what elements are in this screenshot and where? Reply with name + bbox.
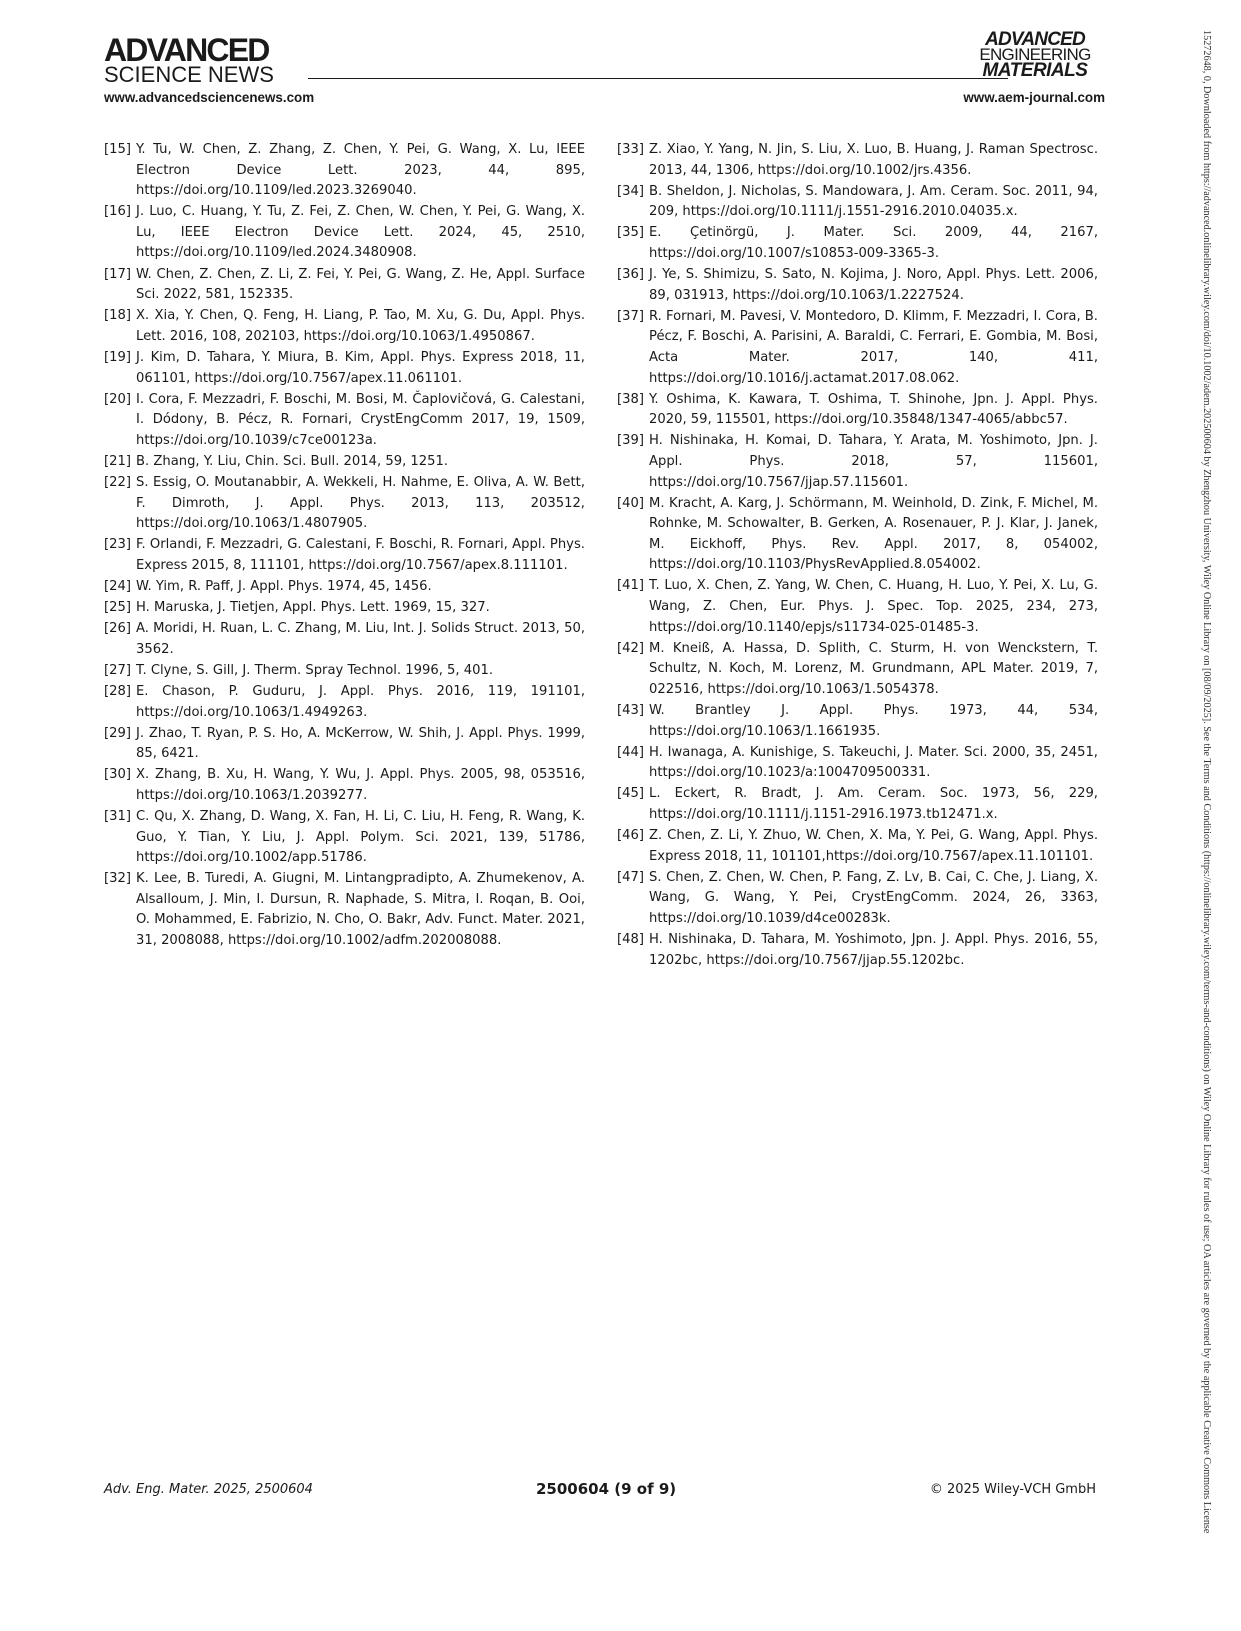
reference-text: Z. Xiao, Y. Yang, N. Jin, S. Liu, X. Luo, B. Huang, J. Raman Spectrosc. 2013, 44, 1306, https://doi.org/10.1002/jrs.4356.	[649, 142, 1098, 178]
reference-text: I. Cora, F. Mezzadri, F. Boschi, M. Bosi, M. Čaplovičová, G. Calestani, I. Dódony, B. Pécz, R. Fornari, CrystEngComm 2017, 19, 1509, https://doi.org/10.1039/c7ce00123a.	[136, 391, 585, 448]
reference-item	[617, 265, 1098, 306]
reference-item	[104, 807, 585, 869]
reference-item	[617, 930, 1098, 971]
footer-copyright: © 2025 Wiley-VCH GmbH	[929, 1482, 1096, 1497]
reference-text: J. Ye, S. Shimizu, S. Sato, N. Kojima, J. Noro, Appl. Phys. Lett. 2006, 89, 031913, https://doi.org/10.1063/1.2227524.	[649, 267, 1098, 303]
reference-number: [22]	[104, 475, 131, 490]
footer-page-number: 2500604 (9 of 9)	[536, 1480, 677, 1498]
publisher-logo	[104, 32, 304, 87]
reference-item	[617, 431, 1098, 493]
reference-number: [17]	[104, 266, 131, 282]
reference-item	[104, 619, 585, 660]
reference-item	[104, 765, 585, 806]
journal-logo-line1: ADVANCED	[985, 29, 1085, 50]
reference-number: [34]	[617, 183, 644, 199]
reference-item	[104, 577, 585, 598]
reference-number: [25]	[104, 600, 131, 616]
reference-text: H. Iwanaga, A. Kunishige, S. Takeuchi, J. Mater. Sci. 2000, 35, 2451, https://doi.org/10.1023/a:1004709500331.	[649, 744, 1098, 781]
reference-number: [23]	[104, 537, 131, 553]
reference-text: Z. Chen, Z. Li, Y. Zhuo, W. Chen, X. Ma, Y. Pei, G. Wang, Appl. Phys. Express 2018, 11, 101101,https://doi.org/10.7567/apex.11.101101.	[649, 828, 1098, 864]
publisher-url-link[interactable]: www.advancedsciencenews.com	[104, 90, 315, 105]
reference-number: [38]	[617, 391, 644, 407]
reference-number: [29]	[104, 725, 131, 741]
reference-item	[617, 390, 1098, 431]
footer-citation: Adv. Eng. Mater. 2025, 2500604	[104, 1482, 313, 1497]
reference-item	[104, 265, 585, 306]
reference-number: [16]	[104, 204, 131, 220]
header-rule	[308, 78, 1008, 79]
reference-item	[104, 724, 585, 765]
reference-number: [36]	[617, 267, 644, 283]
reference-item	[104, 202, 585, 264]
reference-number: [28]	[104, 683, 131, 699]
publisher-logo-line2: SCIENCE NEWS	[104, 62, 274, 87]
reference-number: [46]	[617, 828, 644, 844]
reference-text: L. Eckert, R. Bradt, J. Am. Ceram. Soc. 1973, 56, 229, https://doi.org/10.1111/j.1151-2916.1973.tb12471.x.	[649, 786, 1098, 822]
references-right-column	[617, 140, 1098, 972]
reference-item	[104, 306, 585, 347]
reference-text: K. Lee, B. Turedi, A. Giugni, M. Lintangpradipto, A. Zhumekenov, A. Alsalloum, J. Min, I. Dursun, R. Naphade, S. Mitra, I. Roqan, B. Ooi, O. Mohammed, E. Fabrizio, N. Cho, O. Bakr, Adv. Funct. Mater. 2021, 31, 2008088, https://doi.org/10.1002/adfm.202008088.	[136, 871, 585, 949]
reference-text: R. Fornari, M. Pavesi, V. Montedoro, D. Klimm, F. Mezzadri, I. Cora, B. Pécz, F. Boschi, A. Parisini, A. Baraldi, C. Ferrari, E. Gombia, M. Bosi, Acta Mater. 2017, 140, 411, https://doi.org/10.1016/j.actamat.2017.08.062.	[649, 308, 1098, 386]
reference-number: [48]	[617, 932, 644, 948]
reference-text: T. Luo, X. Chen, Z. Yang, W. Chen, C. Huang, H. Luo, Y. Pei, X. Lu, G. Wang, Z. Chen, Eur. Phys. J. Spec. Top. 2025, 234, 273, https://doi.org/10.1140/epjs/s11734-025-01485-3.	[649, 578, 1098, 635]
reference-item	[104, 598, 585, 619]
download-notice-sidebar	[1198, 30, 1216, 1610]
reference-number: [37]	[617, 308, 644, 324]
reference-number: [24]	[104, 578, 131, 594]
download-notice-text: 15272648, 0, Downloaded from https://advanced.onlinelibrary.wiley.com/doi/10.1002/adem.202500604 by Zhengzhou University, Wiley Online Library on [08/09/2025]. See the Terms and Conditions (https://onlinelibrary.wiley.com/terms-and-conditions) on Wiley Online Library for rules of use; OA articles are governed by the applicable Creative Commons License	[1201, 30, 1212, 1534]
reference-text: X. Xia, Y. Chen, Q. Feng, H. Liang, P. Tao, M. Xu, G. Du, Appl. Phys. Lett. 2016, 108, 202103, https://doi.org/10.1063/1.4950867.	[136, 308, 585, 344]
reference-text: J. Luo, C. Huang, Y. Tu, Z. Fei, Z. Chen, W. Chen, Y. Pei, G. Wang, X. Lu, IEEE Electron Device Lett. 2024, 45, 2510, https://doi.org/10.1109/led.2024.3480908.	[136, 204, 585, 261]
reference-number: [27]	[104, 662, 131, 678]
reference-text: H. Maruska, J. Tietjen, Appl. Phys. Lett. 1969, 15, 327.	[136, 600, 490, 616]
reference-text: M. Kracht, A. Karg, J. Schörmann, M. Weinhold, D. Zink, F. Michel, M. Rohnke, M. Schowalter, B. Gerken, A. Rosenauer, P. J. Klar, J. Janek, M. Eickhoff, Phys. Rev. Appl. 2017, 8, 054002, https://doi.org/10.1103/PhysRevApplied.8.054002.	[649, 495, 1098, 573]
reference-text: B. Zhang, Y. Liu, Chin. Sci. Bull. 2014, 59, 1251.	[136, 453, 449, 469]
reference-text: M. Kneiß, A. Hassa, D. Splith, C. Sturm, H. von Wenckstern, T. Schultz, N. Koch, M. Lorenz, M. Grundmann, APL Mater. 2019, 7, 022516, https://doi.org/10.1063/1.5054378.	[649, 640, 1098, 697]
journal-url-link[interactable]: www.aem-journal.com	[963, 90, 1105, 105]
reference-number: [19]	[104, 349, 131, 365]
reference-number: [47]	[617, 869, 644, 885]
reference-number: [40]	[617, 495, 644, 511]
reference-number: [32]	[104, 871, 131, 887]
reference-number: [45]	[617, 786, 644, 802]
reference-item	[617, 223, 1098, 264]
reference-text: W. Brantley J. Appl. Phys. 1973, 44, 534, https://doi.org/10.1063/1.1661935.	[649, 703, 1098, 739]
reference-item	[104, 869, 585, 951]
reference-item	[617, 701, 1098, 742]
reference-item	[617, 494, 1098, 576]
reference-text: W. Chen, Z. Chen, Z. Li, Z. Fei, Y. Pei, G. Wang, Z. He, Appl. Surface Sci. 2022, 581, 152335.	[136, 266, 585, 303]
reference-text: J. Kim, D. Tahara, Y. Miura, B. Kim, Appl. Phys. Express 2018, 11, 061101, https://doi.org/10.7567/apex.11.061101.	[136, 349, 585, 386]
references-left-column	[104, 140, 585, 952]
reference-item	[617, 182, 1098, 223]
reference-number: [15]	[104, 142, 131, 157]
reference-item	[104, 140, 585, 202]
reference-number: [18]	[104, 308, 131, 324]
reference-item	[104, 473, 585, 535]
reference-text: E. Chason, P. Guduru, J. Appl. Phys. 2016, 119, 191101, https://doi.org/10.1063/1.4949263.	[136, 683, 585, 720]
reference-item	[617, 307, 1098, 389]
reference-item	[617, 576, 1098, 638]
reference-item	[617, 784, 1098, 825]
reference-item	[617, 868, 1098, 930]
reference-number: [42]	[617, 640, 644, 656]
reference-text: W. Yim, R. Paff, J. Appl. Phys. 1974, 45, 1456.	[136, 578, 432, 594]
reference-text: A. Moridi, H. Ruan, L. C. Zhang, M. Liu, Int. J. Solids Struct. 2013, 50, 3562.	[136, 621, 585, 657]
reference-text: X. Zhang, B. Xu, H. Wang, Y. Wu, J. Appl. Phys. 2005, 98, 053516, https://doi.org/10.1063/1.2039277.	[136, 767, 585, 803]
reference-text: Y. Oshima, K. Kawara, T. Oshima, T. Shinohe, Jpn. J. Appl. Phys. 2020, 59, 115501, https://doi.org/10.35848/1347-4065/abbc57.	[649, 391, 1098, 428]
reference-text: H. Nishinaka, D. Tahara, M. Yoshimoto, Jpn. J. Appl. Phys. 2016, 55, 1202bc, https://doi.org/10.7567/jjap.55.1202bc.	[649, 932, 1098, 968]
reference-text: S. Chen, Z. Chen, W. Chen, P. Fang, Z. Lv, B. Cai, C. Che, J. Liang, X. Wang, G. Wang, Y. Pei, CrystEngComm. 2024, 26, 3363, https://doi.org/10.1039/d4ce00283k.	[649, 869, 1098, 926]
reference-number: [30]	[104, 767, 131, 783]
journal-logo-line3: MATERIALS	[982, 60, 1088, 81]
journal-logo-line2: ENGINEERING	[979, 45, 1091, 64]
reference-text: J. Zhao, T. Ryan, P. S. Ho, A. McKerrow, W. Shih, J. Appl. Phys. 1999, 85, 6421.	[136, 725, 585, 762]
reference-text: B. Sheldon, J. Nicholas, S. Mandowara, J. Am. Ceram. Soc. 2011, 94, 209, https://doi.org/10.1111/j.1551-2916.2010.04035.x.	[649, 183, 1098, 220]
reference-number: [39]	[617, 433, 644, 449]
reference-item	[617, 826, 1098, 867]
reference-text: S. Essig, O. Moutanabbir, A. Wekkeli, H. Nahme, E. Oliva, A. W. Bett, F. Dimroth, J. Appl. Phys. 2013, 113, 203512, https://doi.org/10.1063/1.4807905.	[136, 475, 585, 532]
reference-item	[617, 743, 1098, 784]
reference-item	[104, 535, 585, 576]
publisher-logo-line1: ADVANCED	[104, 32, 269, 68]
reference-text: T. Clyne, S. Gill, J. Therm. Spray Technol. 1996, 5, 401.	[136, 662, 494, 678]
reference-item	[617, 140, 1098, 181]
reference-number: [20]	[104, 391, 131, 407]
reference-text: F. Orlandi, F. Mezzadri, G. Calestani, F. Boschi, R. Fornari, Appl. Phys. Express 2015, 8, 111101, https://doi.org/10.7567/apex.8.111101.	[136, 537, 585, 573]
reference-text: H. Nishinaka, H. Komai, D. Tahara, Y. Arata, M. Yoshimoto, Jpn. J. Appl. Phys. 2018, 57, 115601, https://doi.org/10.7567/jjap.57.115601.	[649, 433, 1098, 490]
reference-item	[617, 639, 1098, 701]
reference-number: [43]	[617, 703, 644, 719]
reference-item	[104, 452, 585, 473]
reference-number: [33]	[617, 142, 644, 157]
reference-text: E. Çetinörgü, J. Mater. Sci. 2009, 44, 2167, https://doi.org/10.1007/s10853-009-3365-3.	[649, 225, 1098, 261]
reference-number: [44]	[617, 744, 644, 760]
reference-number: [31]	[104, 809, 131, 824]
reference-number: [26]	[104, 621, 131, 637]
reference-item	[104, 390, 585, 452]
reference-item	[104, 682, 585, 723]
reference-number: [21]	[104, 453, 131, 469]
reference-item	[104, 661, 585, 682]
reference-text: Y. Tu, W. Chen, Z. Zhang, Z. Chen, Y. Pei, G. Wang, X. Lu, IEEE Electron Device Lett. 2023, 44, 895, https://doi.org/10.1109/led.2023.3269040.	[136, 142, 585, 199]
reference-text: C. Qu, X. Zhang, D. Wang, X. Fan, H. Li, C. Liu, H. Feng, R. Wang, K. Guo, Y. Tian, Y. Liu, J. Appl. Polym. Sci. 2021, 139, 51786, https://doi.org/10.1002/app.51786.	[136, 809, 585, 866]
reference-number: [35]	[617, 225, 644, 241]
journal-logo	[965, 29, 1105, 81]
reference-number: [41]	[617, 578, 644, 594]
reference-item	[104, 348, 585, 389]
